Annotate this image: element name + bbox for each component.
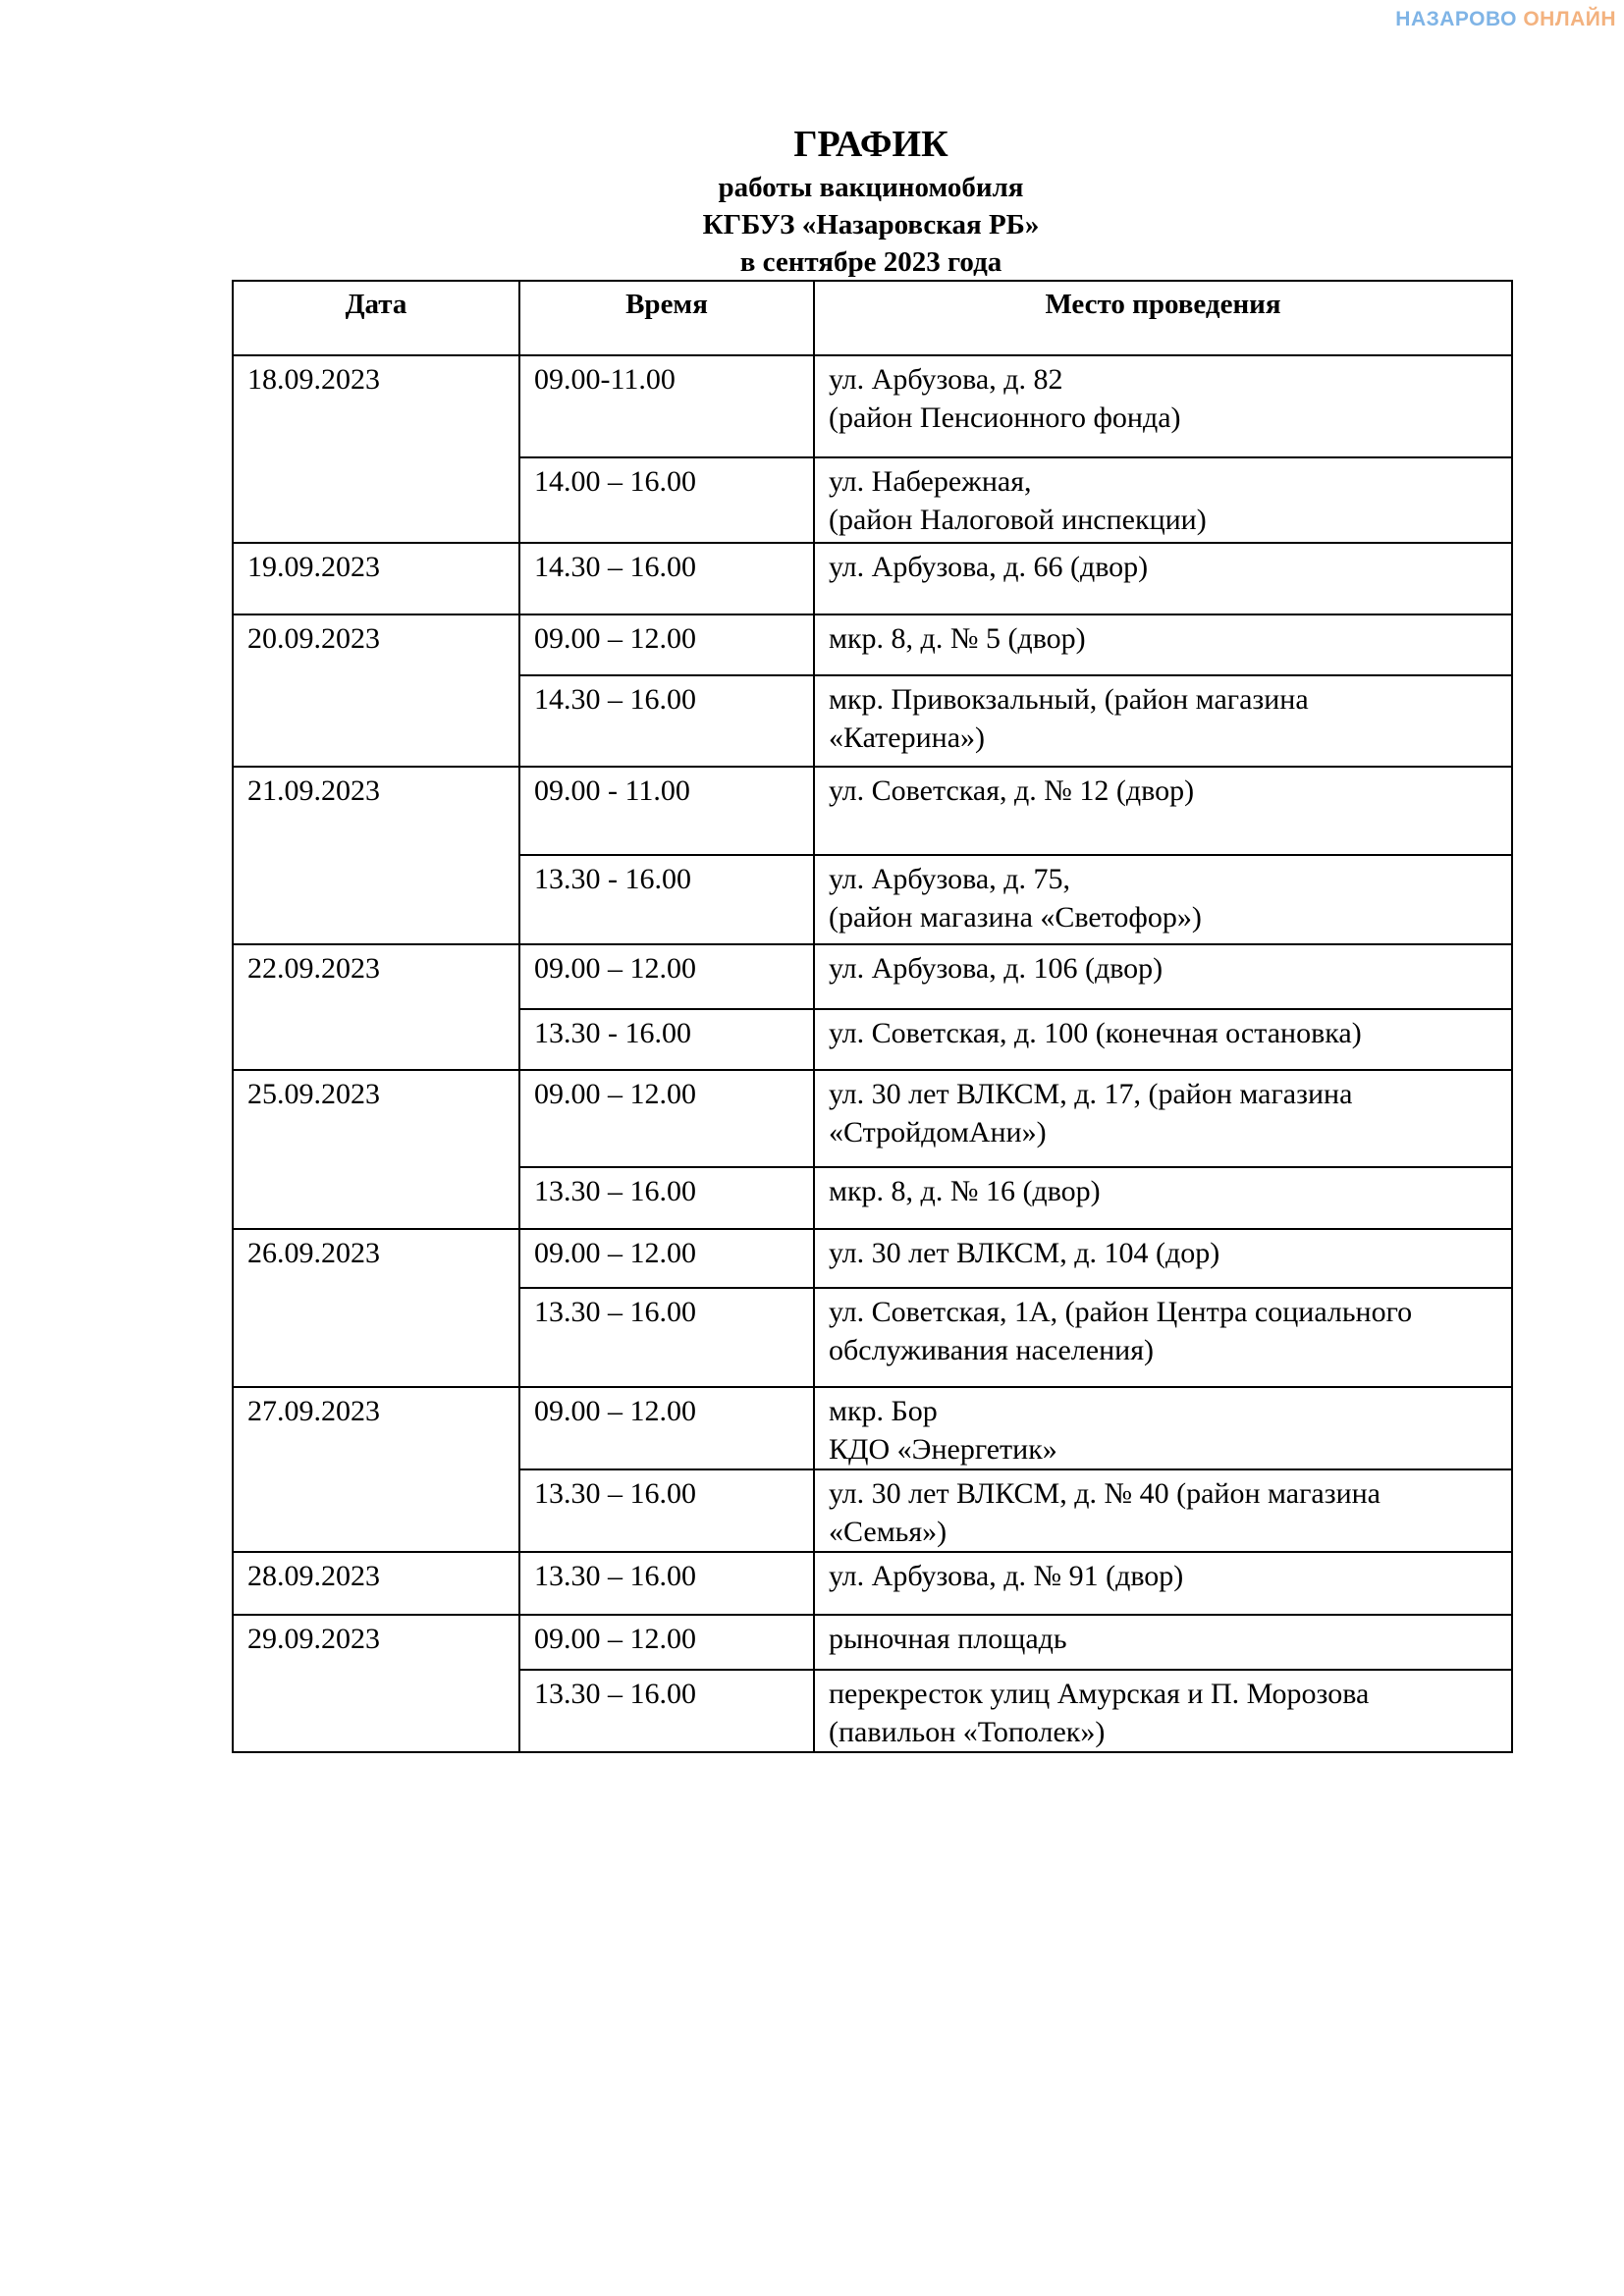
place-line: «Катерина») bbox=[829, 721, 985, 754]
cell-place bbox=[814, 1288, 1512, 1387]
cell-time: 13.30 - 16.00 bbox=[519, 855, 814, 944]
table-row bbox=[233, 767, 1512, 855]
cell-place bbox=[814, 1670, 1512, 1752]
header-date: Дата bbox=[233, 281, 519, 355]
heading-line-1: работы вакциномобиля bbox=[718, 172, 1024, 203]
cell-time: 13.30 - 16.00 bbox=[519, 1009, 814, 1070]
place-line: КДО «Энергетик» bbox=[829, 1433, 1057, 1466]
schedule-body bbox=[233, 355, 1512, 1752]
place-line: ул. 30 лет ВЛКСМ, д. 104 (дор) bbox=[829, 1237, 1220, 1269]
cell-place bbox=[814, 767, 1512, 855]
cell-date: 29.09.2023 bbox=[233, 1615, 519, 1752]
header-time: Время bbox=[519, 281, 814, 355]
cell-time: 09.00 - 11.00 bbox=[519, 767, 814, 855]
cell-place bbox=[814, 1469, 1512, 1552]
place-line: ул. 30 лет ВЛКСМ, д. 17, (район магазина bbox=[829, 1078, 1353, 1110]
watermark-part1: НАЗАРОВО bbox=[1395, 8, 1517, 30]
place-line: ул. Советская, д. 100 (конечная остановка) bbox=[829, 1017, 1362, 1049]
cell-time: 09.00 – 12.00 bbox=[519, 944, 814, 1009]
cell-date: 22.09.2023 bbox=[233, 944, 519, 1070]
table-row bbox=[233, 1615, 1512, 1670]
cell-place bbox=[814, 855, 1512, 944]
table-row bbox=[233, 614, 1512, 675]
table-row bbox=[233, 1552, 1512, 1615]
place-line: ул. Арбузова, д. № 91 (двор) bbox=[829, 1560, 1184, 1592]
place-line: мкр. 8, д. № 5 (двор) bbox=[829, 622, 1086, 655]
cell-time: 14.30 – 16.00 bbox=[519, 675, 814, 767]
cell-date: 21.09.2023 bbox=[233, 767, 519, 944]
cell-place bbox=[814, 1009, 1512, 1070]
place-line: ул. 30 лет ВЛКСМ, д. № 40 (район магазина bbox=[829, 1477, 1381, 1510]
cell-place bbox=[814, 944, 1512, 1009]
cell-place bbox=[814, 1229, 1512, 1288]
cell-place bbox=[814, 1615, 1512, 1670]
place-line: ул. Советская, 1А, (район Центра социального bbox=[829, 1296, 1413, 1328]
cell-time: 13.30 – 16.00 bbox=[519, 1288, 814, 1387]
cell-time: 09.00-11.00 bbox=[519, 355, 814, 457]
cell-date: 26.09.2023 bbox=[233, 1229, 519, 1387]
cell-time: 13.30 – 16.00 bbox=[519, 1167, 814, 1229]
cell-time: 13.30 – 16.00 bbox=[519, 1670, 814, 1752]
heading-line-3: в сентябре 2023 года bbox=[739, 246, 1002, 278]
place-line: ул. Арбузова, д. 82 bbox=[829, 363, 1063, 396]
schedule-table bbox=[232, 280, 1513, 1753]
place-line: ул. Арбузова, д. 106 (двор) bbox=[829, 952, 1164, 985]
table-row bbox=[233, 1070, 1512, 1167]
cell-place bbox=[814, 614, 1512, 675]
document-heading bbox=[232, 120, 1510, 281]
cell-time: 13.30 – 16.00 bbox=[519, 1552, 814, 1615]
place-line: мкр. 8, д. № 16 (двор) bbox=[829, 1175, 1101, 1207]
table-row bbox=[233, 1229, 1512, 1288]
cell-place bbox=[814, 543, 1512, 614]
cell-date: 28.09.2023 bbox=[233, 1552, 519, 1615]
place-line: обслуживания населения) bbox=[829, 1334, 1154, 1366]
place-line: ул. Арбузова, д. 66 (двор) bbox=[829, 551, 1149, 583]
document-title: ГРАФИК bbox=[793, 124, 948, 165]
site-watermark bbox=[1395, 8, 1616, 31]
table-row bbox=[233, 543, 1512, 614]
cell-time: 14.00 – 16.00 bbox=[519, 457, 814, 543]
cell-place bbox=[814, 1552, 1512, 1615]
place-line: ул. Набережная, bbox=[829, 465, 1032, 498]
cell-time: 09.00 – 12.00 bbox=[519, 1387, 814, 1469]
header-place: Место проведения bbox=[814, 281, 1512, 355]
heading-line-2: КГБУЗ «Назаровская РБ» bbox=[702, 209, 1040, 240]
place-line: (район Налоговой инспекции) bbox=[829, 504, 1207, 536]
place-line: ул. Советская, д. № 12 (двор) bbox=[829, 774, 1195, 807]
place-line: рыночная площадь bbox=[829, 1623, 1067, 1655]
cell-date: 25.09.2023 bbox=[233, 1070, 519, 1229]
cell-place bbox=[814, 1167, 1512, 1229]
cell-place bbox=[814, 675, 1512, 767]
cell-place bbox=[814, 457, 1512, 543]
cell-time: 09.00 – 12.00 bbox=[519, 1229, 814, 1288]
cell-time: 09.00 – 12.00 bbox=[519, 614, 814, 675]
cell-place bbox=[814, 355, 1512, 457]
place-line: (район Пенсионного фонда) bbox=[829, 401, 1181, 434]
place-line: (район магазина «Светофор») bbox=[829, 901, 1202, 934]
table-row bbox=[233, 355, 1512, 457]
cell-place bbox=[814, 1387, 1512, 1469]
cell-time: 13.30 – 16.00 bbox=[519, 1469, 814, 1552]
cell-time: 09.00 – 12.00 bbox=[519, 1070, 814, 1167]
table-row bbox=[233, 1387, 1512, 1469]
cell-date: 18.09.2023 bbox=[233, 355, 519, 543]
table-row bbox=[233, 944, 1512, 1009]
cell-time: 09.00 – 12.00 bbox=[519, 1615, 814, 1670]
cell-date: 19.09.2023 bbox=[233, 543, 519, 614]
place-line: перекресток улиц Амурская и П. Морозова bbox=[829, 1678, 1370, 1710]
place-line: «СтройдомАни») bbox=[829, 1116, 1047, 1148]
cell-date: 20.09.2023 bbox=[233, 614, 519, 767]
place-line: «Семья») bbox=[829, 1516, 947, 1548]
table-header-row bbox=[233, 281, 1512, 355]
place-line: ул. Арбузова, д. 75, bbox=[829, 863, 1070, 895]
cell-place bbox=[814, 1070, 1512, 1167]
place-line: мкр. Бор bbox=[829, 1395, 938, 1427]
cell-date: 27.09.2023 bbox=[233, 1387, 519, 1552]
place-line: мкр. Привокзальный, (район магазина bbox=[829, 683, 1309, 716]
place-line: (павильон «Тополек») bbox=[829, 1716, 1106, 1748]
cell-time: 14.30 – 16.00 bbox=[519, 543, 814, 614]
watermark-part2: ОНЛАЙН bbox=[1523, 8, 1616, 30]
